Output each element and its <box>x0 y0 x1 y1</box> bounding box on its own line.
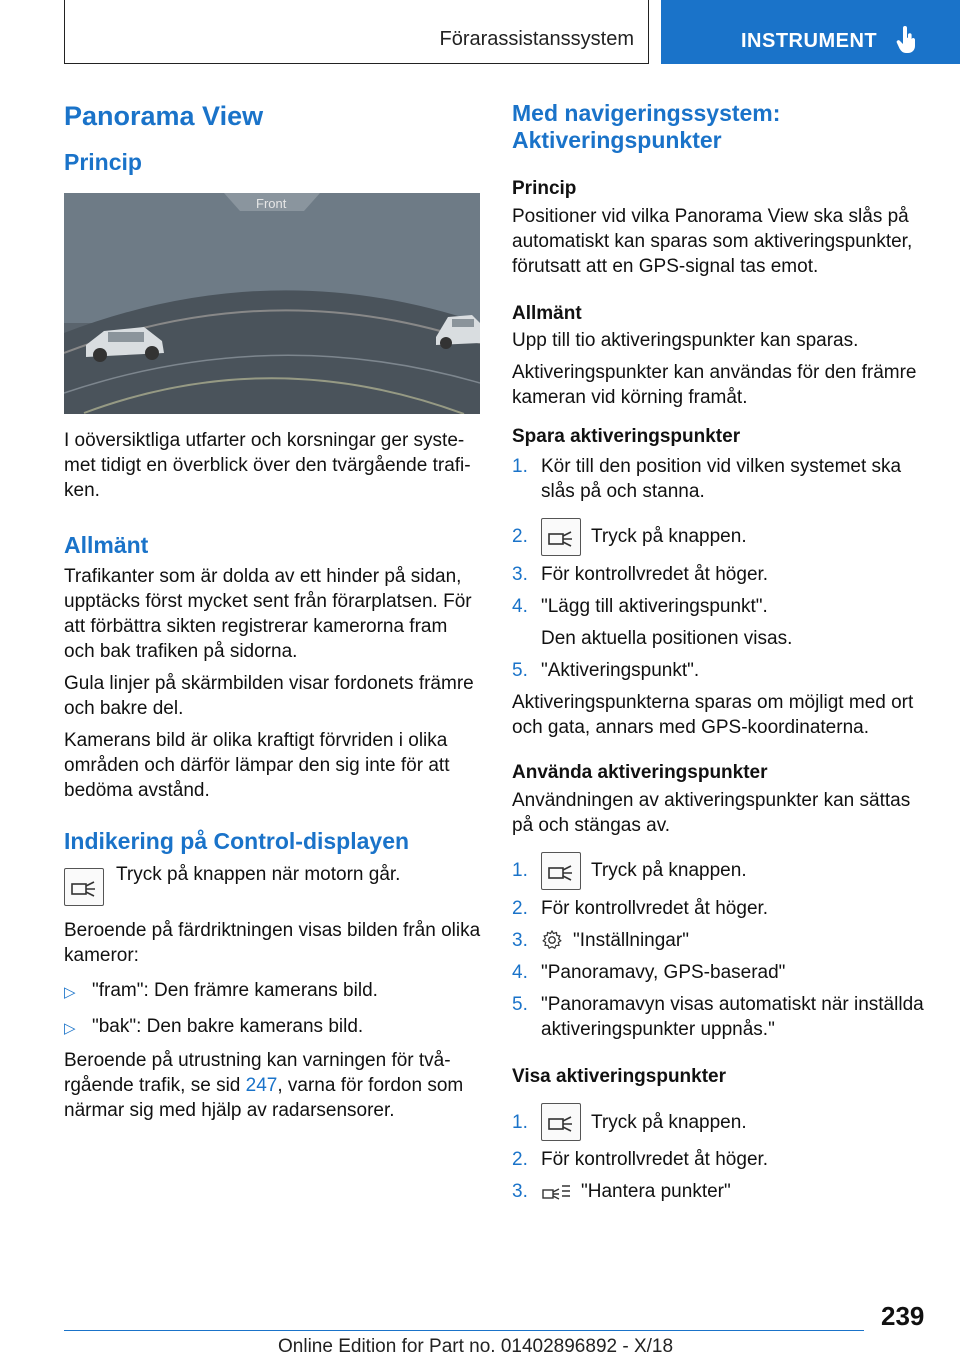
list-item: 2. För kontrollvredet åt höger. <box>512 1149 769 1171</box>
camera-button-icon <box>64 868 104 906</box>
list-item: 1. Kör till den position vid vilken systemet ska slås på och stanna. <box>512 455 902 502</box>
right-princip-text: Positioner vid vilka Panorama View ska slås på automatiskt kan sparas som aktiveringspunkter, förutsatt att en GPS-signal tas emot. <box>512 205 913 277</box>
right-princip-heading: Princip <box>512 178 577 199</box>
page-link-247[interactable]: 247 <box>245 1074 278 1096</box>
allmant-heading: Allmänt <box>64 532 149 559</box>
indikering-paragraph-2: Beroende på utrustning kan varningen för två-rgående trafik, se sid 247, varna för fordon som närmar sig med hjälp av radarsensorer. <box>64 1049 464 1121</box>
list-item: 1. Tryck på knappen. <box>512 1103 924 1141</box>
visa-steps <box>512 1103 924 1204</box>
indikering-text: Tryck på knappen när motorn går. <box>116 863 401 885</box>
allmant-paragraph-1: Trafikanter som är dolda av ett hinder på sidan, upptäcks först mycket sent från förarplatsen. För att förbättra sikten registrerar kamerorna fram och bak trafiken på sidorna. <box>64 565 472 662</box>
right-allmant-paragraph-2: Aktiveringspunkter kan användas för den främre kameran vid körning framåt. <box>512 362 917 409</box>
list-item: 4. "Lägg till aktiveringspunkt". <box>512 595 768 617</box>
list-item: 5. "Panoramavyn visas automatiskt när inställda aktiveringspunkter uppnås." <box>512 993 924 1040</box>
princip-heading: Princip <box>64 149 142 176</box>
camera-button-icon <box>541 1103 581 1141</box>
camera-button-icon <box>541 852 581 890</box>
panorama-scene-graphic <box>64 193 480 414</box>
panorama-camera-image <box>64 193 480 414</box>
anvanda-heading: Använda aktiveringspunkter <box>512 761 768 783</box>
princip-text: I oöversiktliga utfarter och korsningar ger syste-met tidigt en överblick över den tvärgående trafi-ken. <box>64 430 471 502</box>
indikering-paragraph-1: Beroende på färdriktningen visas bilden från olika kameror: <box>64 919 481 966</box>
list-item: 4. "Panoramavy, GPS-baserad" <box>512 961 786 983</box>
list-item: ▷ "bak": Den bakre kamerans bild. <box>64 1015 364 1037</box>
header-section-title: Förarassistanssystem <box>439 28 634 50</box>
footer-edition: Online Edition for Part no. 01402896892 - X/18 <box>278 1336 674 1357</box>
allmant-paragraph-3: Kamerans bild är olika kraftigt förvriden i olika områden och därför lämpar den sig inte för att bedöma avstånd. <box>64 729 450 801</box>
indikering-button-row <box>64 863 482 906</box>
list-item: Den aktuella positionen visas. <box>541 627 793 649</box>
allmant-paragraph-2: Gula linjer på skärmbilden visar fordonets främre och bakre del. <box>64 672 474 719</box>
list-item: 3. "Inställningar" <box>512 929 689 951</box>
camera-button-icon <box>541 518 581 556</box>
list-item: 2. Tryck på knappen. <box>512 518 924 556</box>
list-item: 3. "Hantera punkter" <box>512 1181 731 1203</box>
list-item: ▷ "fram": Den främre kamerans bild. <box>64 979 378 1001</box>
visa-heading: Visa aktiveringspunkter <box>512 1065 727 1087</box>
left-column <box>64 100 482 1123</box>
header-chapter-tab[interactable] <box>661 0 960 64</box>
front-label: Front <box>256 196 287 212</box>
camera-list-icon <box>541 1181 571 1203</box>
spara-after-text: Aktiveringspunkterna sparas om möjligt med ort och gata, annars med GPS-koordinaterna. <box>512 691 914 738</box>
camera-bullet-list <box>64 978 482 1041</box>
list-item: 3. För kontrollvredet åt höger. <box>512 563 769 585</box>
spara-steps <box>512 454 924 683</box>
right-allmant-paragraph-1: Upp till tio aktiveringspunkter kan sparas. <box>512 330 859 352</box>
aktiveringspunkter-title: Med navigeringssystem: Aktiveringspunkter <box>512 100 781 153</box>
spara-heading: Spara aktiveringspunkter <box>512 426 741 448</box>
indikering-heading: Indikering på Control-displayen <box>64 827 410 854</box>
header-chapter-title: INSTRUMENT <box>741 30 878 52</box>
header-section-box <box>64 0 649 64</box>
right-column <box>512 100 924 1204</box>
gear-icon <box>541 929 563 951</box>
panorama-view-title: Panorama View <box>64 101 264 131</box>
anvanda-paragraph: Användningen av aktiveringspunkter kan sättas på och stängas av. <box>512 789 911 836</box>
list-item: 2. För kontrollvredet åt höger. <box>512 897 769 919</box>
list-item: 1. Tryck på knappen. <box>512 852 924 890</box>
list-item: 5. "Aktiveringspunkt". <box>512 659 700 681</box>
hand-pointer-icon <box>896 26 918 54</box>
anvanda-steps <box>512 852 924 1042</box>
footer-divider <box>64 1330 864 1331</box>
page-number: 239 <box>881 1301 925 1331</box>
right-allmant-heading: Allmänt <box>512 302 582 324</box>
